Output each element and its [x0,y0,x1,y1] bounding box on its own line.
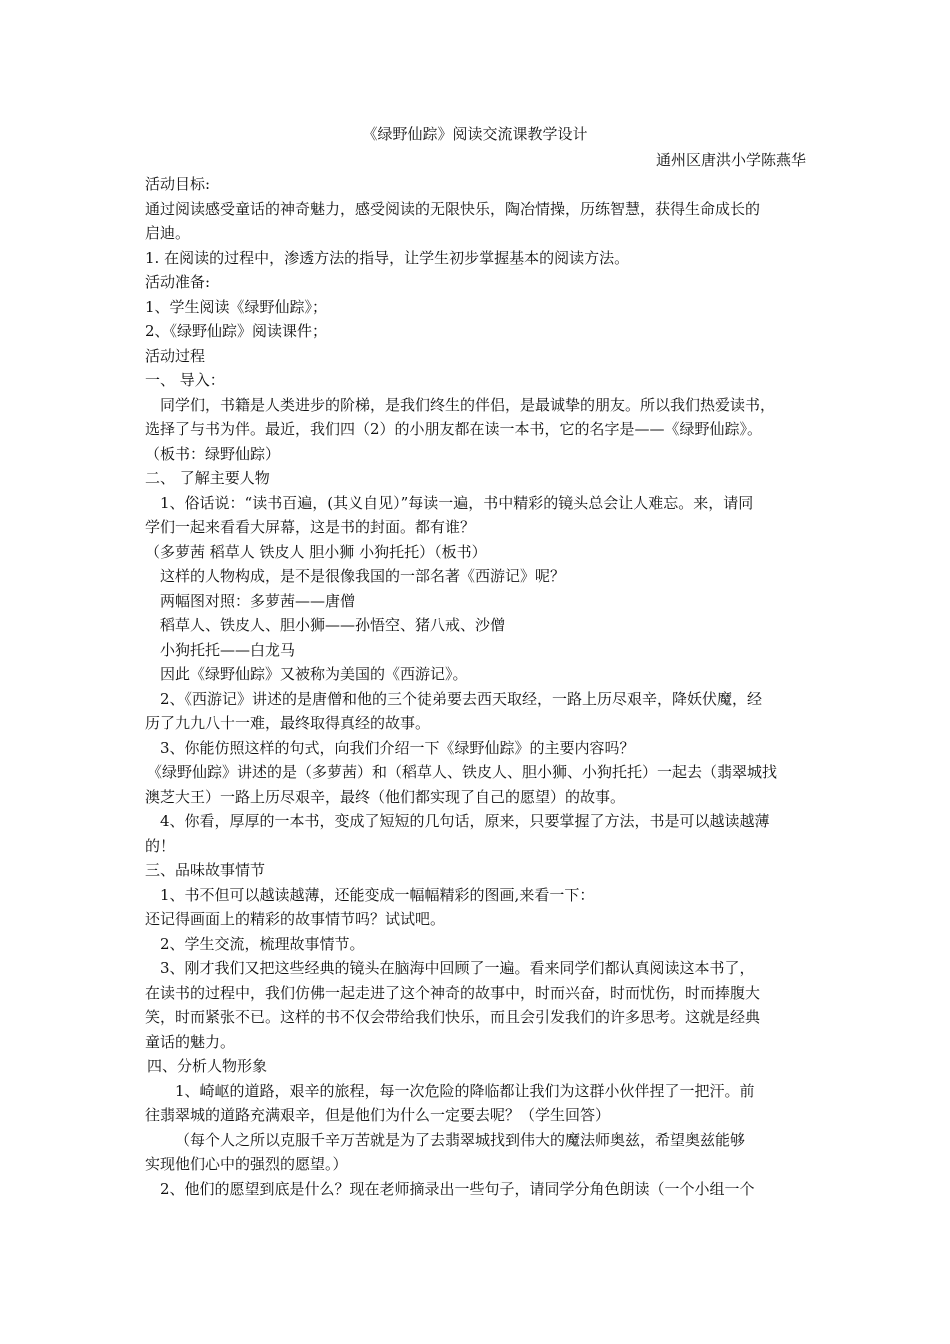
text-line: 小狗托托——白龙马 [160,640,296,659]
text-line: 2、《绿野仙踪》阅读课件； [145,322,328,340]
text-line: 3、你能仿照这样的句式，向我们介绍一下《绿野仙踪》的主要内容吗？ [160,738,635,757]
text-line: 选择了与书为伴。最近，我们四（2）的小朋友都在读一本书，它的名字是——《绿野仙踪》。 [145,420,763,438]
document-body [145,172,809,1201]
text-line: 学们一起来看看大屏幕，这是书的封面。都有谁？ [145,518,476,536]
text-line: 活动过程 [145,346,206,365]
text-line: 通过阅读感受童话的神奇魅力，感受阅读的无限快乐，陶冶情操，历练智慧，获得生命成长的 [145,199,761,218]
section-heading: 四、分析人物形象 [147,1057,268,1075]
text-line: 1. 在阅读的过程中，渗透方法的指导，让学生初步掌握基本的阅读方法。 [145,248,630,267]
text-line: 启迪。 [145,224,191,242]
text-line: 《绿野仙踪》讲述的是（多萝茜）和（稻草人、铁皮人、胆小狮、小狗托托）一起去（翡翠城找 [147,763,778,781]
text-line: 3、刚才我们又把这些经典的镜头在脑海中回顾了一遍。看来同学们都认真阅读这本书了， [160,959,755,977]
text-line: 同学们，书籍是人类进步的阶梯，是我们终生的伴侣，是最诚挚的朋友。所以我们热爱读书， [160,395,776,414]
text-line: 童话的魅力。 [145,1032,236,1051]
text-line: 还记得画面上的精彩的故事情节吗？试试吧。 [145,910,446,928]
section-heading: 三、品味故事情节 [145,861,266,879]
text-line: 1、崎岖的道路，艰辛的旅程，每一次危险的降临都让我们为这群小伙伴捏了一把汗。前 [175,1081,755,1100]
text-line: 4、你看，厚厚的一本书，变成了短短的几句话，原来，只要掌握了方法，书是可以越读越薄 [160,812,770,830]
text-line: （多萝茜 稻草人 铁皮人 胆小狮 小狗托托）（板书） [145,542,487,561]
text-line: （板书：绿野仙踪） [145,444,281,463]
text-line: 活动目标: [145,175,211,193]
text-line: 1、书不但可以越读越薄，还能变成一幅幅精彩的图画,来看一下： [160,885,595,904]
section-heading: 二、 了解主要人物 [145,469,270,487]
document-author: 通州区唐洪小学陈燕华 [655,151,806,169]
section-heading: 一、 导入： [145,371,225,389]
text-line: 的！ [145,836,176,855]
text-line: 2、《西游记》讲述的是唐僧和他的三个徒弟要去西天取经，一路上历尽艰辛，降妖伏魔，经 [160,689,763,708]
text-line: 稻草人、铁皮人、胆小狮——孙悟空、猪八戒、沙僧 [160,616,506,634]
text-line: 历了九九八十一难，最终取得真经的故事。 [145,714,431,732]
text-line: 两幅图对照：多萝茜——唐僧 [160,591,356,610]
text-line: 实现他们心中的强烈的愿望。） [145,1155,348,1173]
text-line: 澳芝大王）一路上历尽艰辛，最终（他们都实现了自己的愿望）的故事。 [145,787,626,806]
text-line: （每个人之所以克服千辛万苦就是为了去翡翠城找到伟大的魔法师奥兹，希望奥兹能够 [175,1130,746,1149]
text-line: 这样的人物构成，是不是很像我国的一部名著《西游记》呢？ [160,567,566,585]
text-line: 2、他们的愿望到底是什么？现在老师摘录出一些句子，请同学分角色朗读（一个小组一个 [160,1179,755,1198]
text-line: 在读书的过程中，我们仿佛一起走进了这个神奇的故事中，时而兴奋，时而忧伤，时而捧腹大 [145,983,761,1002]
text-line: 笑，时而紧张不已。这样的书不仅会带给我们快乐，而且会引发我们的许多思考。这就是经典 [145,1008,761,1026]
text-line: 1、俗话说：“读书百遍，(其义自见）”每读一遍，书中精彩的镜头总会让人难忘。来，请同 [160,493,754,512]
text-line: 1、学生阅读《绿野仙踪》； [145,297,328,316]
text-line: 活动准备: [145,273,211,291]
text-line: 往翡翠城的道路充满艰辛，但是他们为什么一定要去呢？（学生回答） [145,1106,611,1124]
text-line: 2、学生交流，梳理故事情节。 [160,934,365,953]
document-title: 《绿野仙踪》阅读交流课教学设计 [362,125,588,143]
text-line: 因此《绿野仙踪》又被称为美国的《西游记》。 [160,665,468,683]
